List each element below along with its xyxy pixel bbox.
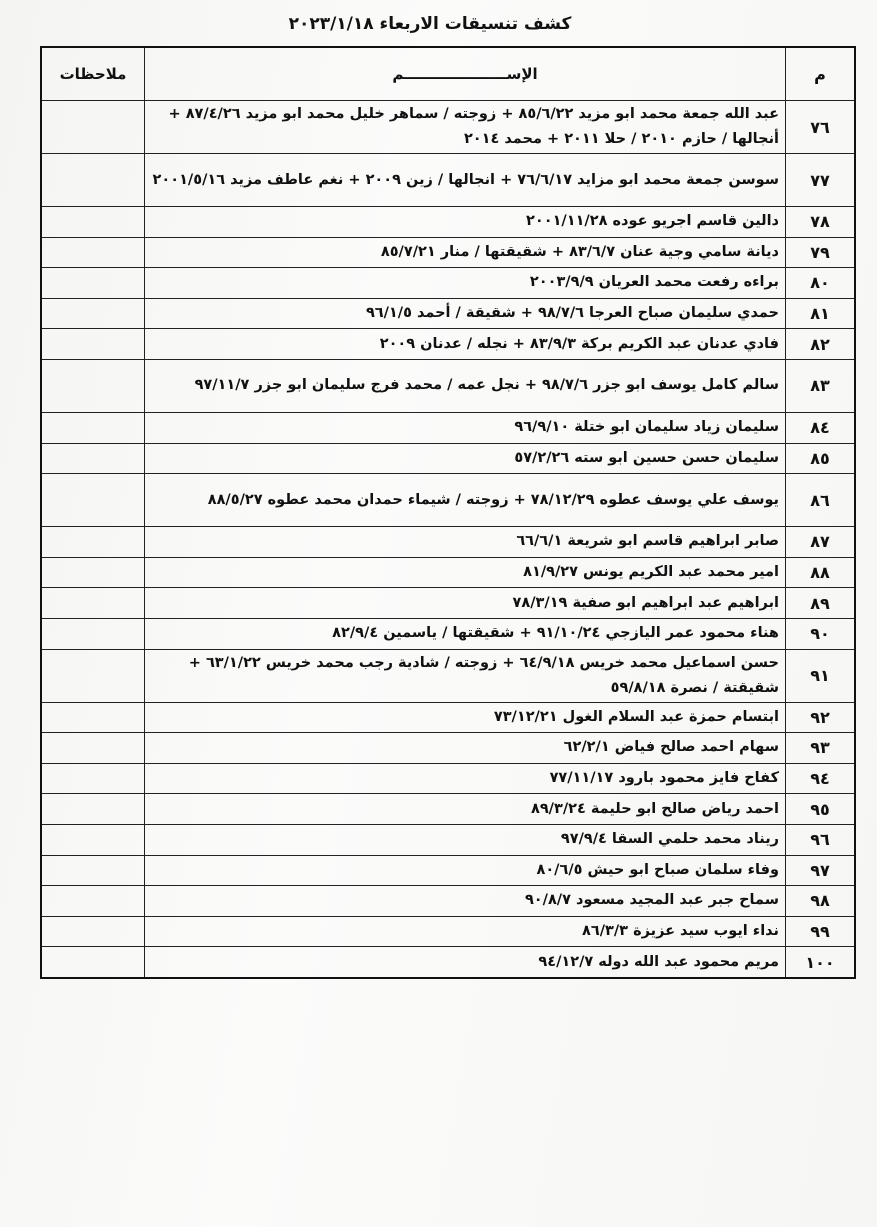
table-header-row: [41, 47, 855, 101]
row-number: ٨٥: [786, 443, 856, 474]
row-number: ٧٩: [786, 237, 856, 268]
row-notes: [41, 618, 145, 649]
row-number: ٨١: [786, 298, 856, 329]
row-notes: [41, 298, 145, 329]
row-notes: [41, 794, 145, 825]
row-notes: [41, 443, 145, 474]
row-notes: [41, 763, 145, 794]
table-row: [41, 268, 855, 299]
row-number: ٩٠: [786, 618, 856, 649]
row-notes: [41, 268, 145, 299]
row-notes: [41, 412, 145, 443]
row-number: ٩٥: [786, 794, 856, 825]
table-row: [41, 702, 855, 733]
table-row: [41, 101, 855, 154]
row-notes: [41, 733, 145, 764]
row-name: سليمان زياد سليمان ابو ختلة ٩٦/٩/١٠: [145, 412, 786, 443]
table-row: [41, 763, 855, 794]
row-name: ريناد محمد حلمي السقا ٩٧/٩/٤: [145, 824, 786, 855]
table-row: [41, 474, 855, 527]
table-row: [41, 588, 855, 619]
row-number: ٨٠: [786, 268, 856, 299]
table-row: [41, 359, 855, 412]
row-name: عبد الله جمعة محمد ابو مزيد ٨٥/٦/٢٢ + زوجته / سماهر خليل محمد ابو مزيد ٨٧/٤/٢٦ + أنجالها / حازم ٢٠١٠ / حلا ٢٠١١ + محمد ٢٠١٤: [145, 101, 786, 154]
row-name: حسن اسماعيل محمد خريس ٦٤/٩/١٨ + زوجته / شادية رجب محمد خريس ٦٣/١/٢٢ + شقيقتة / نصرة ٥٩/٨/١٨: [145, 649, 786, 702]
row-number: ٧٨: [786, 207, 856, 238]
row-name: نداء ايوب سيد عزيزة ٨٦/٣/٣: [145, 916, 786, 947]
row-notes: [41, 207, 145, 238]
row-number: ٨٦: [786, 474, 856, 527]
row-notes: [41, 359, 145, 412]
row-number: ٩٢: [786, 702, 856, 733]
row-number: ٩٦: [786, 824, 856, 855]
row-name: كفاح فايز محمود بارود ٧٧/١١/١٧: [145, 763, 786, 794]
table-row: [41, 947, 855, 978]
row-notes: [41, 557, 145, 588]
row-notes: [41, 947, 145, 978]
row-name: براءه رفعت محمد العريان ٢٠٠٣/٩/٩: [145, 268, 786, 299]
table-row: [41, 649, 855, 702]
row-notes: [41, 329, 145, 360]
row-number: ٩٧: [786, 855, 856, 886]
header-name: الإســــــــــــــــــــم: [145, 47, 786, 101]
row-name: ابتسام حمزة عبد السلام الغول ٧٣/١٢/٢١: [145, 702, 786, 733]
table-row: [41, 154, 855, 207]
table-row: [41, 527, 855, 558]
row-notes: [41, 101, 145, 154]
row-notes: [41, 474, 145, 527]
row-notes: [41, 916, 145, 947]
row-name: حمدي سليمان صباح العرجا ٩٨/٧/٦ + شقيقة / أحمد ٩٦/١/٥: [145, 298, 786, 329]
table-row: [41, 916, 855, 947]
row-name: دالين قاسم اجريو عوده ٢٠٠١/١١/٢٨: [145, 207, 786, 238]
row-notes: [41, 855, 145, 886]
table-row: [41, 329, 855, 360]
header-number: م: [786, 47, 856, 101]
row-number: ٨٤: [786, 412, 856, 443]
table-row: [41, 824, 855, 855]
page-title: كشف تنسيقات الاربعاء ٢٠٢٣/١/١٨: [288, 14, 572, 34]
row-name: مريم محمود عبد الله دوله ٩٤/١٢/٧: [145, 947, 786, 978]
table-row: [41, 207, 855, 238]
row-name: احمد رياض صالح ابو حليمة ٨٩/٣/٢٤: [145, 794, 786, 825]
row-name: سهام احمد صالح فياض ٦٢/٢/١: [145, 733, 786, 764]
row-number: ٧٧: [786, 154, 856, 207]
row-notes: [41, 649, 145, 702]
row-name: يوسف علي يوسف عطوه ٧٨/١٢/٢٩ + زوجته / شيماء حمدان محمد عطوه ٨٨/٥/٢٧: [145, 474, 786, 527]
row-number: ٩٨: [786, 886, 856, 917]
row-number: ١٠٠: [786, 947, 856, 978]
row-number: ٩٩: [786, 916, 856, 947]
table-body: [41, 101, 855, 978]
row-name: سوسن جمعة محمد ابو مزايد ٧٦/٦/١٧ + انجالها / زين ٢٠٠٩ + نغم عاطف مزيد ٢٠٠١/٥/١٦: [145, 154, 786, 207]
table-row: [41, 443, 855, 474]
table-row: [41, 237, 855, 268]
row-notes: [41, 154, 145, 207]
row-number: ٧٦: [786, 101, 856, 154]
names-table: [40, 46, 856, 979]
row-name: ابراهيم عبد ابراهيم ابو صفية ٧٨/٣/١٩: [145, 588, 786, 619]
row-name: سماح جبر عبد المجيد مسعود ٩٠/٨/٧: [145, 886, 786, 917]
table-row: [41, 733, 855, 764]
row-name: سالم كامل يوسف ابو جزر ٩٨/٧/٦ + نجل عمه / محمد فرج سليمان ابو جزر ٩٧/١١/٧: [145, 359, 786, 412]
row-name: ديانة سامي وجية عنان ٨٣/٦/٧ + شقيقتها / منار ٨٥/٧/٢١: [145, 237, 786, 268]
row-name: فادي عدنان عبد الكريم بركة ٨٣/٩/٣ + نجله / عدنان ٢٠٠٩: [145, 329, 786, 360]
row-notes: [41, 588, 145, 619]
row-name: سليمان حسن حسين ابو سته ٥٧/٢/٢٦: [145, 443, 786, 474]
table-row: [41, 298, 855, 329]
row-name: هناء محمود عمر اليازجي ٩١/١٠/٢٤ + شقيقتها / ياسمين ٨٢/٩/٤: [145, 618, 786, 649]
row-number: ٨٢: [786, 329, 856, 360]
row-number: ٩٣: [786, 733, 856, 764]
table-row: [41, 557, 855, 588]
row-number: ٨٧: [786, 527, 856, 558]
header-notes: ملاحظات: [41, 47, 145, 101]
row-number: ٨٩: [786, 588, 856, 619]
row-notes: [41, 237, 145, 268]
row-number: ٩٤: [786, 763, 856, 794]
table-row: [41, 412, 855, 443]
row-notes: [41, 886, 145, 917]
row-number: ٩١: [786, 649, 856, 702]
row-number: ٨٨: [786, 557, 856, 588]
row-notes: [41, 824, 145, 855]
table-row: [41, 886, 855, 917]
row-name: صابر ابراهيم قاسم ابو شريعة ٦٦/٦/١: [145, 527, 786, 558]
table-row: [41, 794, 855, 825]
row-notes: [41, 702, 145, 733]
table-row: [41, 855, 855, 886]
row-number: ٨٣: [786, 359, 856, 412]
row-name: وفاء سلمان صباح ابو حيش ٨٠/٦/٥: [145, 855, 786, 886]
row-name: امير محمد عبد الكريم يونس ٨١/٩/٢٧: [145, 557, 786, 588]
row-notes: [41, 527, 145, 558]
table-row: [41, 618, 855, 649]
